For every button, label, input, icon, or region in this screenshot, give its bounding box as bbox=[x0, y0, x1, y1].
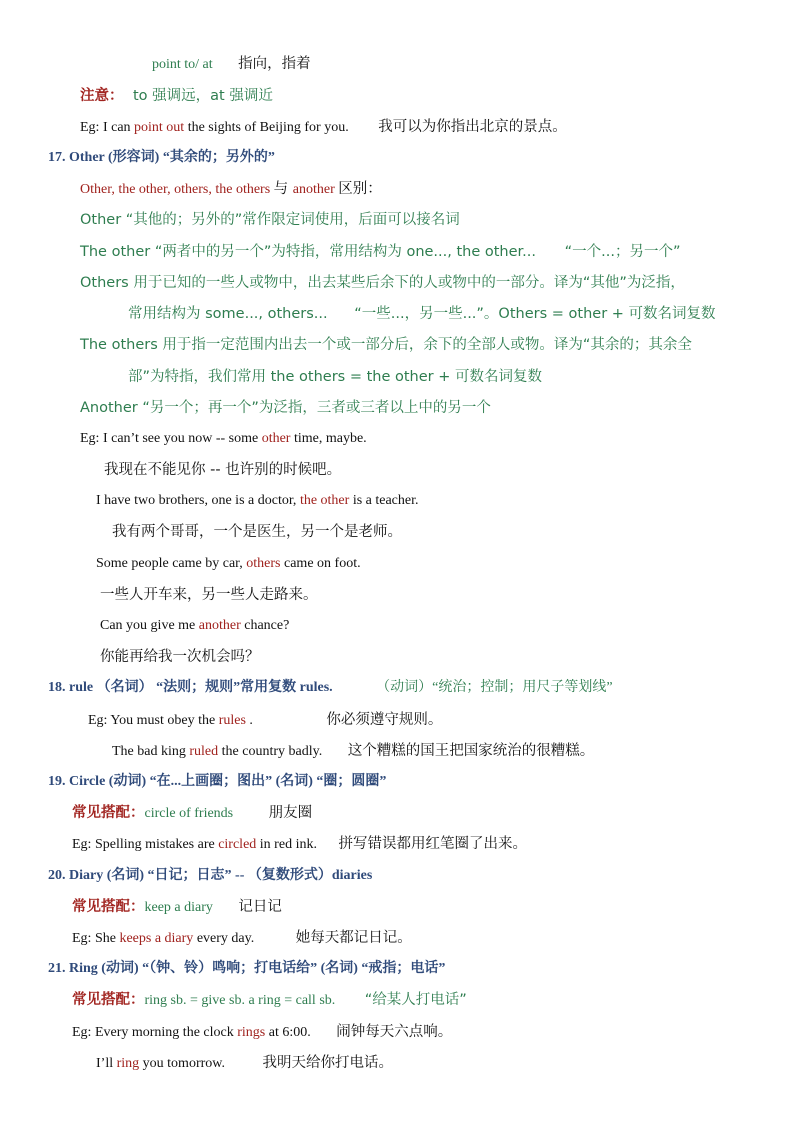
example-text: the country badly. bbox=[218, 744, 323, 759]
phrase-line bbox=[152, 54, 311, 75]
def-others-cont bbox=[128, 304, 716, 324]
label-difference: 区别： bbox=[338, 181, 382, 197]
section-heading-21: 21. Ring (动词) “（钟、铃）鸣响；打电话给” (名词) “戒指；电话” bbox=[48, 961, 446, 976]
example-text: came on foot. bbox=[280, 556, 361, 571]
example-line bbox=[96, 491, 419, 511]
example-text: I’ll bbox=[96, 1056, 117, 1071]
collocation-phrase: circle of friends bbox=[144, 806, 234, 821]
collocation-label: 常见搭配： bbox=[72, 805, 145, 821]
example-translation: 这个糟糕的国王把国家统治的很糟糕。 bbox=[347, 743, 595, 759]
note-text: to 强调远，at 强调近 bbox=[133, 88, 273, 104]
section-heading-17: 17. Other (形容词) “其余的；另外的” bbox=[48, 150, 275, 165]
def-other: Other “其他的；另外的”常作限定词使用，后面可以接名词 bbox=[80, 212, 460, 228]
collocation-label: 常见搭配： bbox=[72, 992, 145, 1008]
example-text: Some people came by car, bbox=[96, 556, 247, 571]
phrase-en: point to/ at bbox=[152, 57, 213, 72]
example-translation: 我可以为你指出北京的景点。 bbox=[378, 119, 567, 135]
example-text: Eg: Spelling mistakes are bbox=[72, 837, 219, 852]
example-line bbox=[72, 834, 527, 855]
example-highlight: point out bbox=[134, 120, 185, 135]
example-highlight: another bbox=[198, 618, 241, 633]
example-text: Eg: I can’t see you now -- some bbox=[80, 431, 262, 446]
example-translation: 我明天给你打电话。 bbox=[262, 1055, 393, 1071]
connector: 与 bbox=[273, 181, 293, 197]
example-highlight: ring bbox=[116, 1056, 140, 1071]
def-text: The other “两者中的另一个”为特指，常用结构为 one..., the other... bbox=[80, 244, 537, 260]
example-line bbox=[80, 117, 567, 138]
example-line bbox=[100, 616, 289, 636]
term-another: another bbox=[292, 182, 339, 197]
def-the-others-cont: 部”为特指，我们常用 the others = the other + 可数名词复数 bbox=[128, 369, 542, 385]
distinction-line bbox=[80, 179, 382, 200]
example-highlight: circled bbox=[218, 837, 257, 852]
section-heading-18 bbox=[48, 678, 613, 698]
example-text: is a teacher. bbox=[349, 493, 419, 508]
phrase-zh: 指向，指着 bbox=[238, 56, 311, 72]
note-line bbox=[80, 86, 273, 107]
example-text: Eg: You must obey the bbox=[88, 713, 219, 728]
example-line bbox=[96, 1053, 393, 1074]
example-text: . bbox=[245, 713, 253, 728]
example-translation: 她每天都记日记。 bbox=[295, 930, 412, 946]
example-translation: 一些人开车来，另一些人走路来。 bbox=[100, 587, 318, 603]
collocation-line bbox=[72, 897, 282, 918]
example-highlight: rings bbox=[237, 1025, 266, 1040]
example-line bbox=[112, 741, 594, 762]
def-the-other bbox=[80, 242, 680, 262]
example-translation: 我有两个哥哥，一个是医生，另一个是老师。 bbox=[112, 524, 402, 540]
collocation-gloss: “给某人打电话” bbox=[364, 992, 467, 1008]
def-the-others: The others 用于指一定范围内出去一个或一部分后，余下的全部人或物。译为“其余的；其余全 bbox=[80, 337, 692, 353]
example-text: you tomorrow. bbox=[139, 1056, 225, 1071]
example-line bbox=[72, 928, 412, 949]
collocation-label: 常见搭配： bbox=[72, 899, 145, 915]
heading-verb-gloss: （动词）“统治；控制；用尺子等划线” bbox=[376, 680, 613, 695]
collocation-line bbox=[72, 803, 312, 824]
example-line bbox=[80, 429, 367, 449]
collocation-phrase: ring sb. = give sb. a ring = call sb. bbox=[144, 993, 336, 1008]
example-translation: 拼写错误都用红笔圈了出来。 bbox=[338, 836, 527, 852]
example-text: in red ink. bbox=[256, 837, 317, 852]
def-text: 常用结构为 some..., others... bbox=[128, 306, 328, 322]
example-highlight: keeps a diary bbox=[119, 931, 194, 946]
def-others: Others 用于已知的一些人或物中，出去某些后余下的人或物中的一部分。译为“其他”为泛指， bbox=[80, 275, 685, 291]
example-text: every day. bbox=[193, 931, 255, 946]
example-highlight: rules bbox=[218, 713, 246, 728]
heading-text: 18. rule （名词） “法则；规则”常用复数 rules. bbox=[48, 680, 333, 695]
note-label: 注意： bbox=[80, 88, 124, 104]
example-text: The bad king bbox=[112, 744, 190, 759]
terms: Other, the other, others, the others bbox=[80, 182, 274, 197]
def-another: Another “另一个；再一个”为泛指，三者或三者以上中的另一个 bbox=[80, 400, 491, 416]
example-highlight: other bbox=[261, 431, 291, 446]
example-translation: 我现在不能见你 -- 也许别的时候吧。 bbox=[104, 462, 342, 478]
example-highlight: ruled bbox=[189, 744, 219, 759]
example-line bbox=[96, 554, 361, 574]
def-gloss: “一个...；另一个” bbox=[564, 244, 681, 260]
example-text: Eg: I can bbox=[80, 120, 135, 135]
example-text: at 6:00. bbox=[265, 1025, 311, 1040]
example-translation: 闹钟每天六点响。 bbox=[336, 1024, 453, 1040]
collocation-line bbox=[72, 990, 467, 1011]
example-text: chance? bbox=[240, 618, 290, 633]
example-text: I have two brothers, one is a doctor, bbox=[96, 493, 300, 508]
example-translation: 你必须遵守规则。 bbox=[326, 712, 443, 728]
example-highlight: the other bbox=[299, 493, 350, 508]
collocation-phrase: keep a diary bbox=[144, 900, 213, 915]
def-gloss: “一些...，另一些...”。Others = other + 可数名词复数 bbox=[354, 306, 716, 322]
example-text: the sights of Beijing for you. bbox=[184, 120, 349, 135]
example-text: time, maybe. bbox=[290, 431, 367, 446]
example-text: Eg: She bbox=[72, 931, 120, 946]
section-heading-19: 19. Circle (动词) “在...上画圈；图出” (名词) “圈；圆圈” bbox=[48, 774, 387, 789]
example-text: Eg: Every morning the clock bbox=[72, 1025, 238, 1040]
example-highlight: others bbox=[246, 556, 281, 571]
collocation-gloss: 记日记 bbox=[238, 899, 282, 915]
example-text: Can you give me bbox=[100, 618, 199, 633]
example-line bbox=[88, 710, 442, 731]
section-heading-20: 20. Diary (名词) “日记；日志” -- （复数形式）diaries bbox=[48, 868, 373, 883]
example-line bbox=[72, 1022, 452, 1043]
example-translation: 你能再给我一次机会吗？ bbox=[100, 649, 260, 665]
collocation-gloss: 朋友圈 bbox=[268, 805, 313, 821]
